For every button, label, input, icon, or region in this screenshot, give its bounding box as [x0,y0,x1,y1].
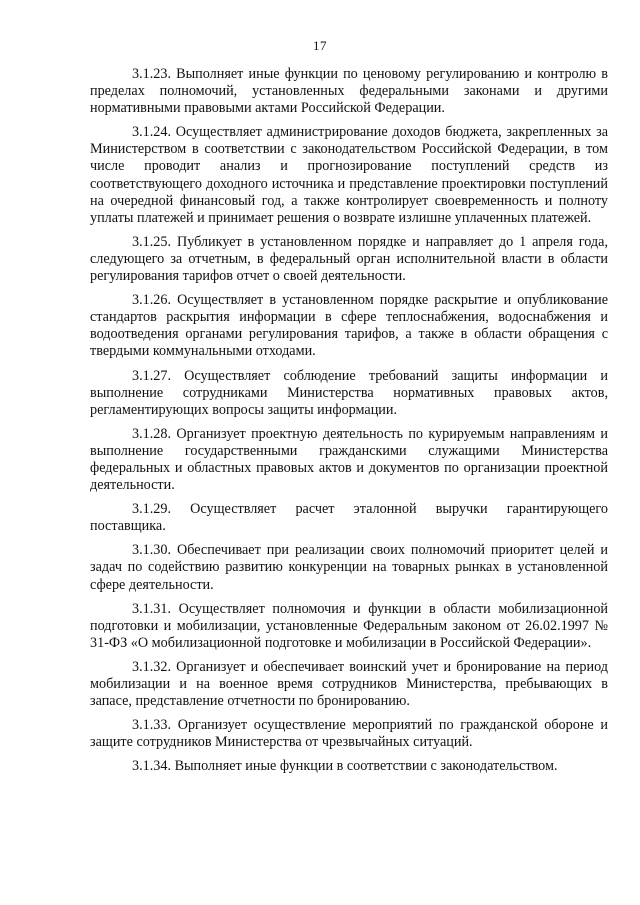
paragraph-3-1-27: 3.1.27. Осуществляет соблюдение требований защиты информации и выполнение сотрудниками Министерства нормативных правовых актов, регламентирующих вопросы защиты информации. [90,367,608,418]
paragraph-3-1-28: 3.1.28. Организует проектную деятельность по курируемым направлениям и выполнение государственными гражданскими служащими Министерства федеральных и областных правовых актов и документов по организации проектной деятельности. [90,425,608,494]
paragraph-3-1-32: 3.1.32. Организует и обеспечивает воинский учет и бронирование на период мобилизации и на военное время сотрудников Министерства, пребывающих в запасе, представление отчетности по бронированию. [90,658,608,710]
page-number: 17 [313,38,327,53]
paragraph-3-1-23: 3.1.23. Выполняет иные функции по ценовому регулированию и контролю в пределах полномочий, установленных федеральными законами и другими нормативными правовыми актами Российской Федерации. [90,66,608,117]
paragraph-3-1-26: 3.1.26. Осуществляет в установленном порядке раскрытие и опубликование стандартов раскрытия информации в сфере теплоснабжения, водоснабжения и водоотведения органами регулирования тарифов, а также в области обращения с твердыми коммунальными отходами. [90,292,608,360]
paragraph-3-1-33: 3.1.33. Организует осуществление мероприятий по гражданской обороне и защите сотрудников Министерства от чрезвычайных ситуаций. [90,717,608,751]
paragraph-3-1-31: 3.1.31. Осуществляет полномочия и функции в области мобилизационной подготовки и мобилизации, установленные Федеральным законом от 26.02.1997 № 31-ФЗ «О мобилизационной подготовке и мобилизации в Российской Федерации». [90,600,608,651]
paragraph-3-1-30: 3.1.30. Обеспечивает при реализации своих полномочий приоритет целей и задач по содействию развитию конкуренции на товарных рынках в установленной сфере деятельности. [90,542,608,593]
paragraph-3-1-25: 3.1.25. Публикует в установленном порядке и направляет до 1 апреля года, следующего за отчетным, в федеральный орган исполнительной власти в области регулирования тарифов отчет о своей деятельности. [90,233,608,285]
paragraph-3-1-29: 3.1.29. Осуществляет расчет эталонной выручки гарантирующего поставщика. [90,501,608,535]
document-body [90,66,608,782]
paragraph-3-1-34: 3.1.34. Выполняет иные функции в соответствии с законодательством. [132,758,558,775]
paragraph-3-1-24: 3.1.24. Осуществляет администрирование доходов бюджета, закрепленных за Министерством в соответствии с законодательством Российской Федерации, в том числе проводит анализ и прогнозирование поступлений средств из соответствующего доходного источника и представление проектировки поступлений на очередной финансовый год, а также контролирует своевременность и полноту уплаты платежей и принимает решения о возврате излишне уплаченных платежей. [90,124,608,226]
